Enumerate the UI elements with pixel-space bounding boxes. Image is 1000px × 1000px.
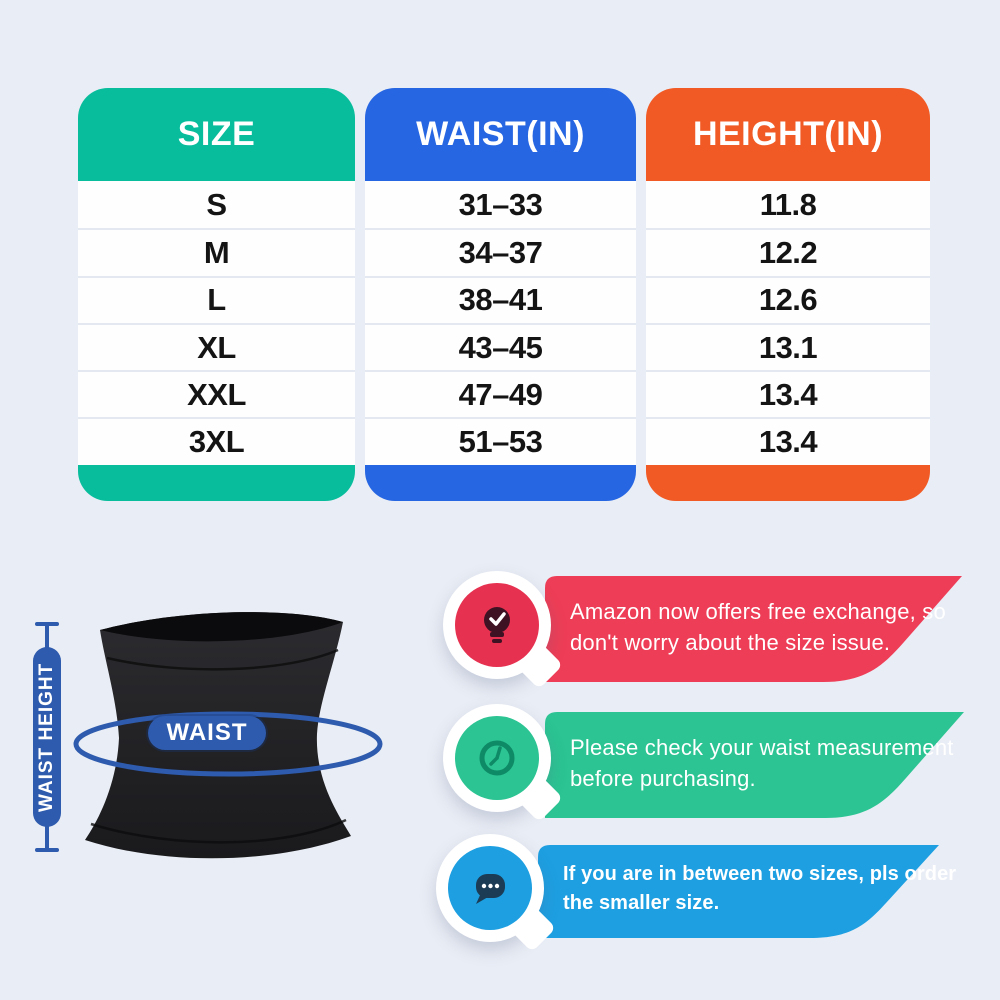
callout-text-exchange [570,596,946,658]
chat-dots-icon [448,846,532,930]
column-header-waist: WAIST(IN) [365,88,636,181]
waist-label-pill [148,716,266,750]
waist-height-pill: WAIST HEIGHT [33,647,61,827]
table-cell: 11.8 [646,181,930,228]
table-cell: M [78,228,355,275]
clock-icon [455,716,539,800]
callout-line: Please check your waist measurement [570,735,954,760]
callout-text-sizes [563,860,956,918]
waist-label: WAIST [166,719,248,746]
table-column-size [78,88,355,501]
table-column-waist [365,88,636,501]
table-cell: 13.1 [646,323,930,370]
measure-cap-top [35,622,59,626]
table-cell: 34–37 [365,228,636,275]
callout-badge-measure [443,704,551,812]
table-cell: 31–33 [365,181,636,228]
callout-line: the smaller size. [563,892,720,914]
table-cell: 47–49 [365,370,636,417]
column-footer-size [78,465,355,501]
callout-badge-exchange [443,571,551,679]
column-header-height: HEIGHT(IN) [646,88,930,181]
table-cell: 43–45 [365,323,636,370]
waist-height-measure [33,622,61,852]
table-cell: 12.2 [646,228,930,275]
table-cell: 38–41 [365,276,636,323]
table-cell: XXL [78,370,355,417]
table-cell: 12.6 [646,276,930,323]
table-cell: L [78,276,355,323]
measure-cap-bottom [35,848,59,852]
lightbulb-check-icon [455,583,539,667]
column-header-size: SIZE [78,88,355,181]
table-cell: 3XL [78,417,355,464]
callout-text-measure [570,732,954,794]
table-cell: 13.4 [646,417,930,464]
callout-badge-sizes [436,834,544,942]
column-footer-waist [365,465,636,501]
table-column-height [646,88,930,501]
table-cell: XL [78,323,355,370]
callout-line: Amazon now offers free exchange, so [570,599,946,624]
callout-line: If you are in between two sizes, pls order [563,863,957,885]
size-table [78,88,930,501]
table-cell: S [78,181,355,228]
table-cell: 13.4 [646,370,930,417]
callout-line: don't worry about the size issue. [570,630,891,655]
callout-line: before purchasing. [570,766,756,791]
column-footer-height [646,465,930,501]
table-cell: 51–53 [365,417,636,464]
